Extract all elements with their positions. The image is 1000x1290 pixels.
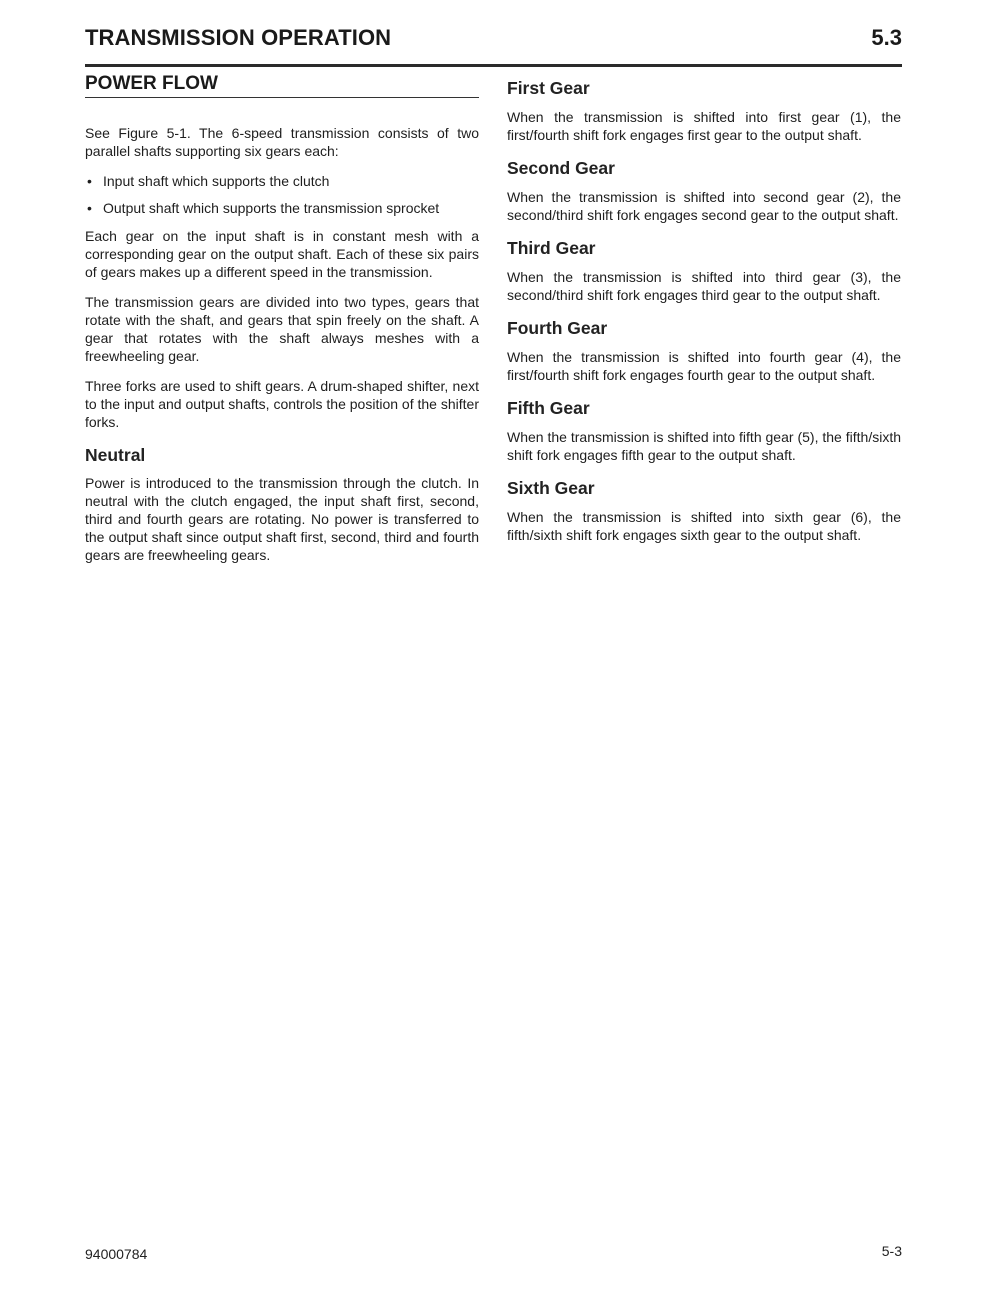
left-column xyxy=(85,73,479,576)
neutral-paragraph: Power is introduced to the transmission through the clutch. In neutral with the clutch engaged, the input shaft first, second, third and fourth gears are rotating. No power is transferred to the output shaft since output shaft first, second, third and fourth gears are freewheeling gears. xyxy=(85,475,479,563)
list-item-text: Output shaft which supports the transmission sprocket xyxy=(103,200,440,216)
gear-heading: First Gear xyxy=(507,78,590,98)
gear-heading: Fourth Gear xyxy=(507,318,608,338)
gear-paragraph: When the transmission is shifted into fourth gear (4), the first/fourth shift fork engages fourth gear to the output shaft. xyxy=(507,349,901,383)
gear-heading: Sixth Gear xyxy=(507,478,595,498)
gear-heading: Second Gear xyxy=(507,158,615,178)
section-title-power-flow: POWER FLOW xyxy=(85,73,479,98)
gear-paragraph: When the transmission is shifted into second gear (2), the second/third shift fork engages second gear to the output shaft. xyxy=(507,189,901,223)
gear-block-fifth xyxy=(507,398,901,464)
bullet-icon: • xyxy=(87,200,92,216)
body-paragraph: The transmission gears are divided into two types, gears that rotate with the shaft, and gears that spin freely on the shaft. A gear that rotates with the shaft always meshes with a freewheeling gear. xyxy=(85,294,479,364)
gear-paragraph: When the transmission is shifted into fifth gear (5), the fifth/sixth shift fork engages fifth gear to the output shaft. xyxy=(507,429,901,463)
page-header-title: TRANSMISSION OPERATION xyxy=(85,25,392,50)
page-number: 5-3 xyxy=(881,1243,902,1259)
header-divider xyxy=(85,64,902,67)
neutral-heading: Neutral xyxy=(85,445,146,465)
section-number: 5.3 xyxy=(871,25,902,50)
right-column xyxy=(507,78,901,558)
list-item xyxy=(85,172,479,190)
gear-paragraph: When the transmission is shifted into first gear (1), the first/fourth shift fork engages first gear to the output shaft. xyxy=(507,109,901,143)
gear-heading: Fifth Gear xyxy=(507,398,590,418)
intro-paragraph: See Figure 5-1. The 6-speed transmission consists of two parallel shafts supporting six gears each: xyxy=(85,125,479,159)
document-number: 94000784 xyxy=(85,1246,148,1262)
gear-block-second xyxy=(507,158,901,224)
gear-paragraph: When the transmission is shifted into third gear (3), the second/third shift fork engages third gear to the output shaft. xyxy=(507,269,901,303)
body-paragraph: Each gear on the input shaft is in constant mesh with a corresponding gear on the output shaft. Each of these six pairs of gears makes up a different speed in the transmission. xyxy=(85,228,479,280)
body-paragraph: Three forks are used to shift gears. A drum-shaped shifter, next to the input and output shafts, controls the position of the shifter forks. xyxy=(85,378,479,430)
gear-block-third xyxy=(507,238,901,304)
bullet-icon: • xyxy=(87,173,92,189)
list-item-text: Input shaft which supports the clutch xyxy=(103,173,330,189)
gear-block-sixth xyxy=(507,478,901,544)
shaft-list xyxy=(85,172,479,217)
list-item xyxy=(85,199,479,217)
gear-paragraph: When the transmission is shifted into sixth gear (6), the fifth/sixth shift fork engages sixth gear to the output shaft. xyxy=(507,509,901,543)
gear-block-fourth xyxy=(507,318,901,384)
gear-block-first xyxy=(507,78,901,144)
gear-heading: Third Gear xyxy=(507,238,596,258)
